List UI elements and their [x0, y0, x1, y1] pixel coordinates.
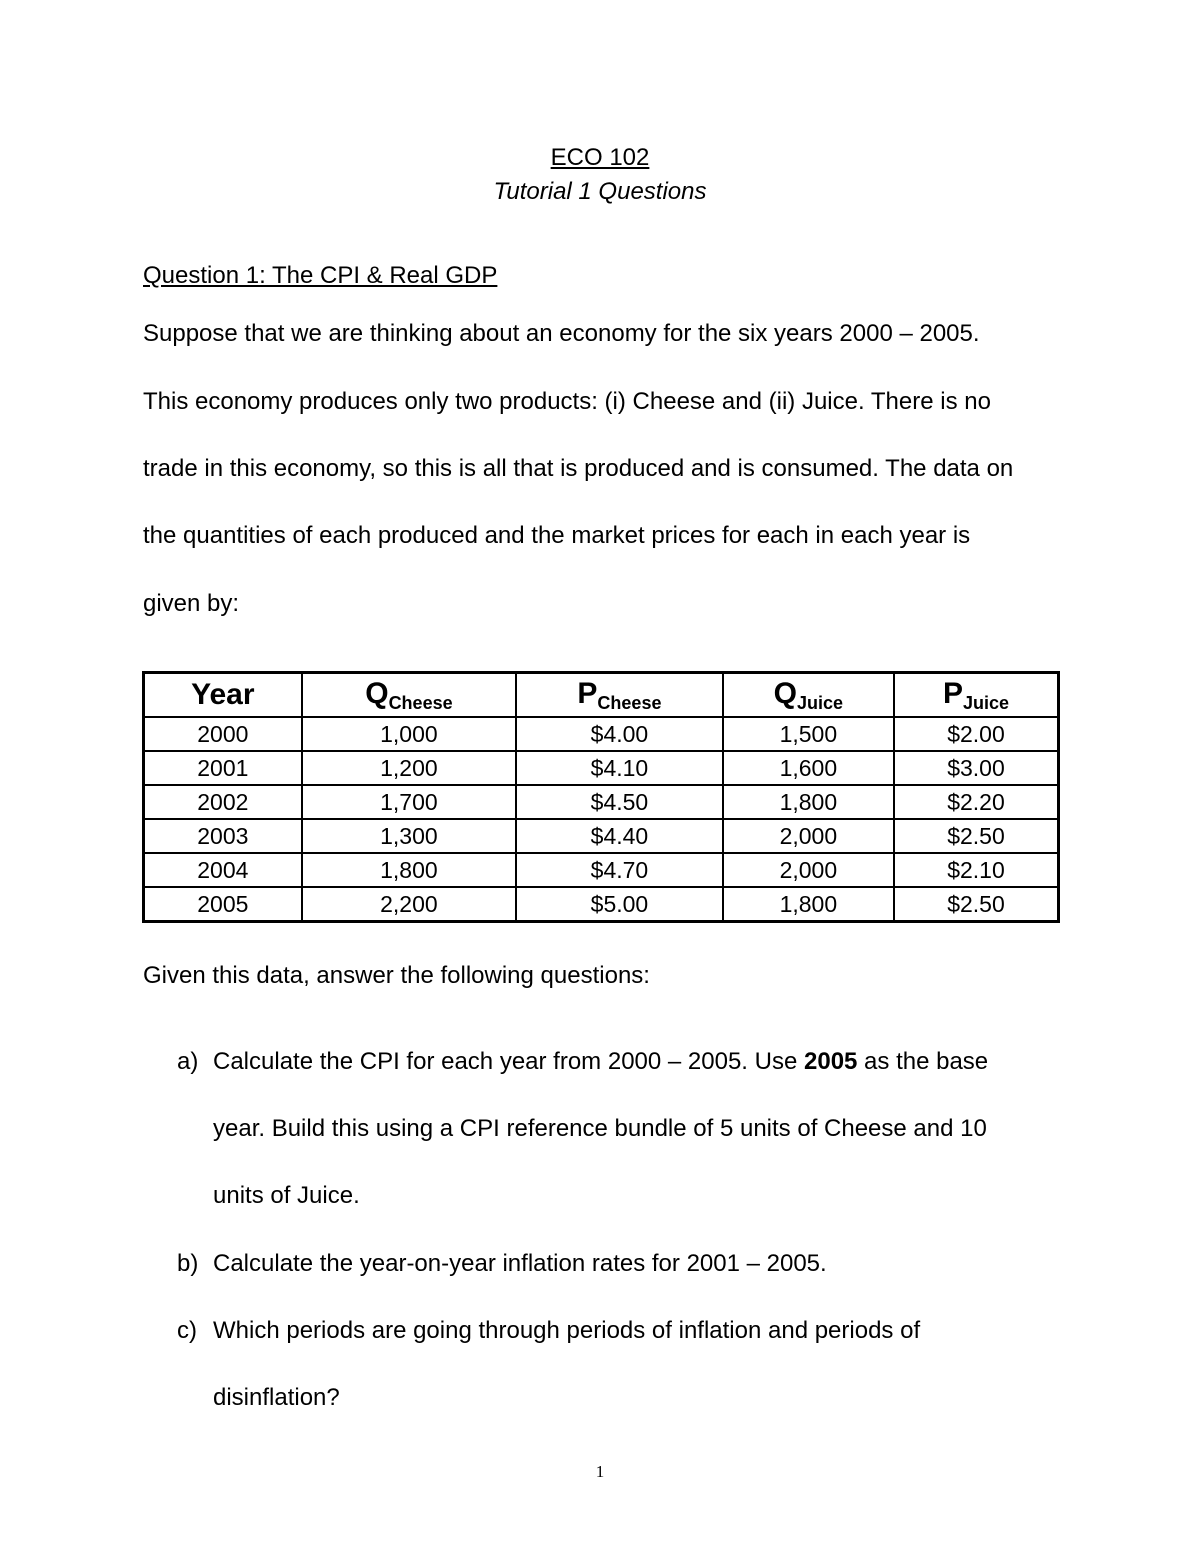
table-cell: $2.50 — [894, 819, 1059, 853]
paragraph-line: the quantities of each produced and the market prices for each in each year is — [143, 522, 971, 549]
header-symbol: Year — [191, 678, 255, 711]
item-label-a: a) — [177, 1048, 199, 1075]
table-row — [144, 819, 1059, 853]
table-cell: 2002 — [144, 785, 302, 819]
item-a-line: year. Build this using a CPI reference bundle of 5 units of Cheese and 10 — [213, 1115, 987, 1142]
table-cell: $4.10 — [516, 751, 723, 785]
document-subtitle: Tutorial 1 Questions — [493, 178, 707, 205]
table-cell: 1,300 — [302, 819, 517, 853]
table-cell: 2,000 — [723, 853, 894, 887]
table-cell: 2003 — [144, 819, 302, 853]
table-cell: $5.00 — [516, 887, 723, 922]
table-cell: 2005 — [144, 887, 302, 922]
item-a-line: units of Juice. — [213, 1182, 360, 1209]
table-row — [144, 717, 1059, 751]
table-cell: 1,500 — [723, 717, 894, 751]
item-c-line: disinflation? — [213, 1384, 340, 1411]
table-cell: $2.10 — [894, 853, 1059, 887]
table-cell: 1,200 — [302, 751, 517, 785]
paragraph-line: given by: — [143, 590, 240, 617]
item-a-text: Calculate the CPI for each year from 2000 – 2005. Use — [213, 1048, 804, 1075]
item-a-text: as the base — [857, 1048, 989, 1075]
instructions-intro: Given this data, answer the following questions: — [143, 962, 650, 989]
header-subscript: Cheese — [597, 692, 662, 713]
header-p-juice — [894, 673, 1059, 718]
header-p-cheese — [516, 673, 723, 718]
table-row — [144, 785, 1059, 819]
header-subscript: Juice — [962, 692, 1010, 713]
header-symbol: Q — [773, 676, 797, 710]
table-row — [144, 887, 1059, 922]
table-cell: $3.00 — [894, 751, 1059, 785]
table-cell: $4.40 — [516, 819, 723, 853]
paragraph-line: This economy produces only two products: (i) Cheese and (ii) Juice. There is no — [143, 388, 991, 415]
paragraph-line: Suppose that we are thinking about an economy for the six years 2000 – 2005. — [143, 320, 980, 347]
header-subscript: Juice — [797, 692, 844, 713]
question-heading: Question 1: The CPI & Real GDP — [143, 262, 498, 289]
table-cell: $2.50 — [894, 887, 1059, 922]
item-label-b: b) — [177, 1250, 199, 1277]
table-row — [144, 751, 1059, 785]
table-cell: 1,700 — [302, 785, 517, 819]
header-symbol: Q — [365, 676, 389, 710]
table-cell: 2001 — [144, 751, 302, 785]
table-cell: $4.70 — [516, 853, 723, 887]
table-cell: 2000 — [144, 717, 302, 751]
header-symbol: P — [577, 676, 598, 710]
item-c-line: Which periods are going through periods of inflation and periods of — [213, 1317, 921, 1344]
course-code: ECO 102 — [550, 144, 650, 171]
data-table — [142, 671, 1060, 923]
table-cell: $2.20 — [894, 785, 1059, 819]
header-symbol: P — [942, 676, 963, 710]
page-number: 1 — [595, 1462, 605, 1481]
item-b-line: Calculate the year-on-year inflation rates for 2001 – 2005. — [213, 1250, 827, 1277]
header-year — [144, 673, 302, 718]
header-q-cheese — [302, 673, 517, 718]
table-cell: $4.50 — [516, 785, 723, 819]
table-row — [144, 853, 1059, 887]
table-cell: 2,200 — [302, 887, 517, 922]
table-cell: 1,000 — [302, 717, 517, 751]
table-cell: 1,800 — [723, 887, 894, 922]
table-cell: 1,800 — [723, 785, 894, 819]
item-a-line — [213, 1048, 988, 1076]
header-q-juice — [723, 673, 894, 718]
table-cell: 1,800 — [302, 853, 517, 887]
header-subscript: Cheese — [388, 692, 453, 713]
table-cell: 2,000 — [723, 819, 894, 853]
table-cell: 1,600 — [723, 751, 894, 785]
table-header-row — [144, 673, 1059, 718]
table-cell: $4.00 — [516, 717, 723, 751]
table-cell: 2004 — [144, 853, 302, 887]
base-year-emphasis: 2005 — [804, 1048, 858, 1075]
paragraph-line: trade in this economy, so this is all that is produced and is consumed. The data on — [143, 455, 1014, 482]
item-label-c: c) — [177, 1317, 197, 1344]
table-cell: $2.00 — [894, 717, 1059, 751]
